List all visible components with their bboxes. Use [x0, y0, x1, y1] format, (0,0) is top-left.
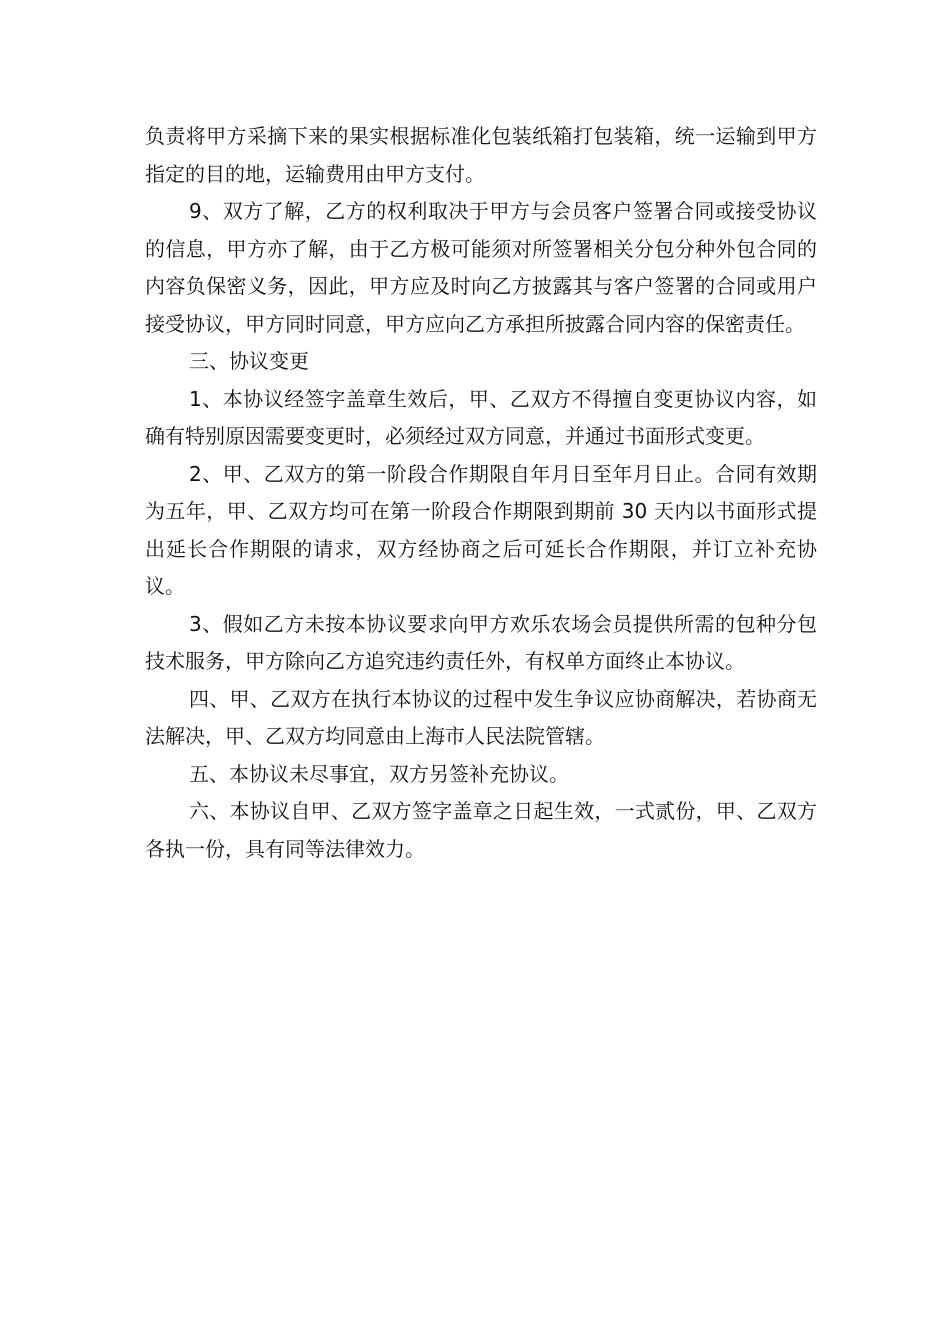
document-body: [145, 118, 817, 868]
paragraph-change-clause-2: 2、甲、乙双方的第一阶段合作期限自年月日至年月日止。合同有效期为五年，甲、乙双方均可在第一阶段合作期限到期前 30 天内以书面形式提出延长合作期限的请求，双方经协商之后可延长合作期限，并订立补充协议。: [145, 461, 817, 598]
paragraph-change-clause-1: 1、本协议经签字盖章生效后，甲、乙双方不得擅自变更协议内容，如确有特别原因需要变更时，必须经过双方同意，并通过书面形式变更。: [145, 386, 817, 448]
paragraph-change-clause-3: 3、假如乙方未按本协议要求向甲方欢乐农场会员提供所需的包种分包技术服务，甲方除向乙方追究违约责任外，有权单方面终止本协议。: [145, 611, 817, 673]
paragraph-clause-9-confidentiality: 9、双方了解，乙方的权利取决于甲方与会员客户签署合同或接受协议的信息，甲方亦了解，由于乙方极可能须对所签署相关分包分种外包合同的内容负保密义务，因此，甲方应及时向乙方披露其与客户签署的合同或用户接受协议，甲方同时同意，甲方应向乙方承担所披露合同内容的保密责任。: [145, 199, 817, 336]
paragraph-section-5-supplement: 五、本协议未尽事宜，双方另签补充协议。: [189, 761, 569, 786]
section-heading-agreement-change: 三、协议变更: [189, 349, 309, 373]
paragraph-section-6-effectiveness: 六、本协议自甲、乙双方签字盖章之日起生效，一式贰份，甲、乙双方各执一份，具有同等法律效力。: [145, 799, 817, 861]
paragraph-section-4-dispute: 四、甲、乙双方在执行本协议的过程中发生争议应协商解决，若协商无法解决，甲、乙双方均同意由上海市人民法院管辖。: [145, 686, 817, 748]
paragraph-packing-transport: 负责将甲方采摘下来的果实根据标准化包装纸箱打包装箱，统一运输到甲方指定的目的地，运输费用由甲方支付。: [145, 124, 817, 186]
